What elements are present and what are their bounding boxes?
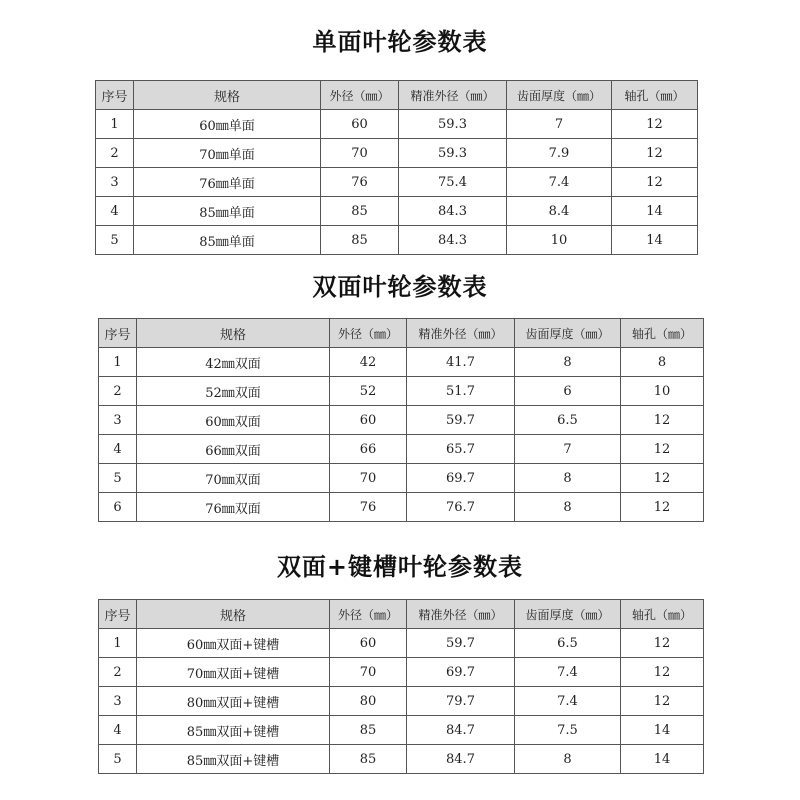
- cell-spec: 85㎜双面+键槽: [137, 745, 330, 774]
- cell-index: 4: [99, 716, 137, 745]
- table-header-row: [99, 319, 704, 348]
- cell-tooth-thickness: 8: [515, 745, 621, 774]
- cell-spec: 76㎜双面: [137, 493, 330, 522]
- column-header-index: 序号: [96, 81, 134, 110]
- cell-precise-outer-diameter: 69.7: [407, 464, 515, 493]
- cell-precise-outer-diameter: 65.7: [407, 435, 515, 464]
- cell-tooth-thickness: 8: [515, 493, 621, 522]
- table-header-row: [99, 600, 704, 629]
- cell-spec: 60㎜单面: [134, 110, 321, 139]
- column-header-shaft-hole: 轴孔（㎜）: [621, 600, 704, 629]
- cell-index: 1: [96, 110, 134, 139]
- table-row: [99, 745, 704, 774]
- column-header-outer-diameter: 外径（㎜）: [321, 81, 399, 110]
- cell-shaft-hole: 12: [621, 658, 704, 687]
- column-header-shaft-hole: 轴孔（㎜）: [612, 81, 698, 110]
- double-sided-keyway-table-title: 双面+键槽叶轮参数表: [276, 553, 524, 581]
- cell-precise-outer-diameter: 79.7: [407, 687, 515, 716]
- column-header-index: 序号: [99, 319, 137, 348]
- cell-index: 4: [96, 197, 134, 226]
- cell-shaft-hole: 12: [621, 406, 704, 435]
- cell-precise-outer-diameter: 84.3: [399, 197, 507, 226]
- cell-spec: 80㎜双面+键槽: [137, 687, 330, 716]
- cell-precise-outer-diameter: 84.3: [399, 226, 507, 255]
- cell-index: 1: [99, 348, 137, 377]
- cell-shaft-hole: 8: [621, 348, 704, 377]
- cell-shaft-hole: 14: [621, 745, 704, 774]
- cell-tooth-thickness: 7.9: [507, 139, 612, 168]
- cell-tooth-thickness: 6.5: [515, 629, 621, 658]
- cell-shaft-hole: 12: [612, 110, 698, 139]
- cell-outer-diameter: 42: [330, 348, 407, 377]
- cell-tooth-thickness: 8: [515, 464, 621, 493]
- table-row: [99, 658, 704, 687]
- cell-outer-diameter: 76: [321, 168, 399, 197]
- cell-spec: 60㎜双面+键槽: [137, 629, 330, 658]
- single-sided-table-title: 单面叶轮参数表: [312, 28, 488, 56]
- column-header-precise-outer-diameter: 精准外径（㎜）: [407, 319, 515, 348]
- table-row: [99, 629, 704, 658]
- table-row: [99, 348, 704, 377]
- cell-spec: 60㎜双面: [137, 406, 330, 435]
- cell-precise-outer-diameter: 59.3: [399, 139, 507, 168]
- cell-index: 2: [99, 658, 137, 687]
- cell-outer-diameter: 52: [330, 377, 407, 406]
- cell-tooth-thickness: 8.4: [507, 197, 612, 226]
- cell-index: 5: [99, 745, 137, 774]
- column-header-shaft-hole: 轴孔（㎜）: [621, 319, 704, 348]
- cell-spec: 76㎜单面: [134, 168, 321, 197]
- cell-tooth-thickness: 6.5: [515, 406, 621, 435]
- table-row: [99, 377, 704, 406]
- cell-index: 2: [99, 377, 137, 406]
- cell-outer-diameter: 85: [330, 716, 407, 745]
- column-header-spec: 规格: [137, 600, 330, 629]
- column-header-spec: 规格: [134, 81, 321, 110]
- cell-index: 3: [99, 406, 137, 435]
- column-header-precise-outer-diameter: 精准外径（㎜）: [399, 81, 507, 110]
- table-row: [99, 406, 704, 435]
- cell-shaft-hole: 12: [612, 168, 698, 197]
- cell-shaft-hole: 12: [621, 687, 704, 716]
- cell-tooth-thickness: 7.4: [507, 168, 612, 197]
- cell-index: 6: [99, 493, 137, 522]
- cell-outer-diameter: 66: [330, 435, 407, 464]
- cell-precise-outer-diameter: 76.7: [407, 493, 515, 522]
- cell-shaft-hole: 12: [621, 435, 704, 464]
- table-row: [96, 168, 698, 197]
- cell-shaft-hole: 14: [612, 226, 698, 255]
- table-row: [96, 139, 698, 168]
- cell-tooth-thickness: 10: [507, 226, 612, 255]
- cell-precise-outer-diameter: 59.3: [399, 110, 507, 139]
- cell-shaft-hole: 14: [612, 197, 698, 226]
- cell-shaft-hole: 10: [621, 377, 704, 406]
- cell-outer-diameter: 85: [321, 197, 399, 226]
- cell-index: 3: [96, 168, 134, 197]
- table-header-row: [96, 81, 698, 110]
- cell-shaft-hole: 12: [621, 629, 704, 658]
- table-row: [99, 435, 704, 464]
- cell-index: 3: [99, 687, 137, 716]
- cell-index: 2: [96, 139, 134, 168]
- cell-outer-diameter: 85: [321, 226, 399, 255]
- double-sided-table-title: 双面叶轮参数表: [312, 273, 488, 301]
- column-header-tooth-thickness: 齿面厚度（㎜）: [515, 319, 621, 348]
- cell-spec: 66㎜双面: [137, 435, 330, 464]
- cell-outer-diameter: 80: [330, 687, 407, 716]
- cell-index: 1: [99, 629, 137, 658]
- cell-outer-diameter: 70: [330, 464, 407, 493]
- cell-spec: 85㎜单面: [134, 226, 321, 255]
- cell-outer-diameter: 70: [321, 139, 399, 168]
- cell-precise-outer-diameter: 59.7: [407, 629, 515, 658]
- table-row: [99, 687, 704, 716]
- cell-spec: 70㎜单面: [134, 139, 321, 168]
- cell-spec: 70㎜双面: [137, 464, 330, 493]
- cell-shaft-hole: 12: [612, 139, 698, 168]
- cell-precise-outer-diameter: 41.7: [407, 348, 515, 377]
- cell-outer-diameter: 60: [330, 406, 407, 435]
- table-row: [96, 110, 698, 139]
- cell-spec: 70㎜双面+键槽: [137, 658, 330, 687]
- cell-precise-outer-diameter: 75.4: [399, 168, 507, 197]
- cell-index: 5: [99, 464, 137, 493]
- double-sided-spec-table: [98, 318, 704, 522]
- cell-tooth-thickness: 7.5: [515, 716, 621, 745]
- cell-outer-diameter: 85: [330, 745, 407, 774]
- cell-spec: 85㎜双面+键槽: [137, 716, 330, 745]
- cell-spec: 42㎜双面: [137, 348, 330, 377]
- cell-tooth-thickness: 7: [515, 435, 621, 464]
- column-header-outer-diameter: 外径（㎜）: [330, 319, 407, 348]
- cell-tooth-thickness: 8: [515, 348, 621, 377]
- table-row: [96, 226, 698, 255]
- cell-outer-diameter: 76: [330, 493, 407, 522]
- cell-index: 5: [96, 226, 134, 255]
- column-header-precise-outer-diameter: 精准外径（㎜）: [407, 600, 515, 629]
- single-sided-spec-table: [95, 80, 698, 255]
- table-row: [99, 716, 704, 745]
- cell-precise-outer-diameter: 69.7: [407, 658, 515, 687]
- cell-tooth-thickness: 6: [515, 377, 621, 406]
- cell-shaft-hole: 14: [621, 716, 704, 745]
- cell-tooth-thickness: 7.4: [515, 658, 621, 687]
- cell-precise-outer-diameter: 51.7: [407, 377, 515, 406]
- cell-spec: 85㎜单面: [134, 197, 321, 226]
- cell-shaft-hole: 12: [621, 493, 704, 522]
- column-header-tooth-thickness: 齿面厚度（㎜）: [507, 81, 612, 110]
- cell-outer-diameter: 60: [321, 110, 399, 139]
- double-sided-keyway-spec-table: [98, 599, 704, 774]
- cell-tooth-thickness: 7.4: [515, 687, 621, 716]
- cell-spec: 52㎜双面: [137, 377, 330, 406]
- cell-index: 4: [99, 435, 137, 464]
- table-row: [99, 493, 704, 522]
- cell-outer-diameter: 70: [330, 658, 407, 687]
- column-header-index: 序号: [99, 600, 137, 629]
- cell-tooth-thickness: 7: [507, 110, 612, 139]
- table-row: [96, 197, 698, 226]
- column-header-outer-diameter: 外径（㎜）: [330, 600, 407, 629]
- cell-precise-outer-diameter: 84.7: [407, 716, 515, 745]
- table-row: [99, 464, 704, 493]
- cell-precise-outer-diameter: 84.7: [407, 745, 515, 774]
- cell-precise-outer-diameter: 59.7: [407, 406, 515, 435]
- column-header-spec: 规格: [137, 319, 330, 348]
- column-header-tooth-thickness: 齿面厚度（㎜）: [515, 600, 621, 629]
- cell-shaft-hole: 12: [621, 464, 704, 493]
- cell-outer-diameter: 60: [330, 629, 407, 658]
